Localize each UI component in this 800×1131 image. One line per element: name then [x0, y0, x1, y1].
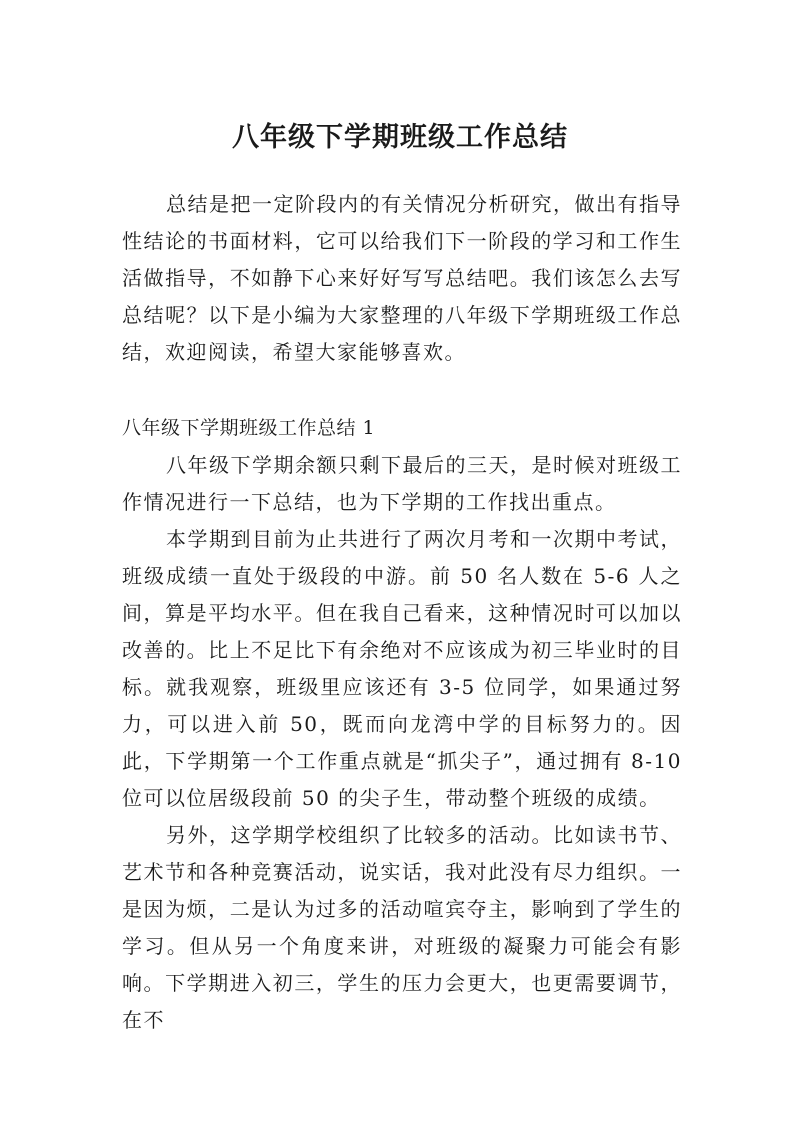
section-1: [122, 410, 682, 1039]
intro-paragraph: 总结是把一定阶段内的有关情况分析研究，做出有指导性结论的书面材料，它可以给我们下一阶段的学习和工作生活做指导，不如静下心来好好写写总结吧。我们该怎么去写总结呢？以下是小编为大家整理的八年级下学期班级工作总结，欢迎阅读，希望大家能够喜欢。: [122, 192, 682, 364]
intro-block: [122, 186, 682, 371]
section-paragraph-3: 另外，这学期学校组织了比较多的活动。比如读书节、艺术节和各种竞赛活动，说实话，我对此没有尽力组织。一是因为烦，二是认为过多的活动喧宾夺主，影响到了学生的学习。但从另一个角度来讲，对班级的凝聚力可能会有影响。下学期进入初三，学生的压力会更大，也更需要调节，在不: [122, 823, 682, 1032]
section-paragraph-1: 八年级下学期余额只剩下最后的三天，是时候对班级工作情况进行一下总结，也为下学期的工作找出重点。: [122, 453, 682, 514]
section-heading: 八年级下学期班级工作总结 1: [122, 417, 376, 439]
document-title: 八年级下学期班级工作总结: [232, 122, 568, 154]
section-paragraph-2: 本学期到目前为止共进行了两次月考和一次期中考试，班级成绩一直处于级段的中游。前 50 名人数在 5-6 人之间，算是平均水平。但在我自己看来，这种情况时可以加以改善的。比上不足比下有余绝对不应该成为初三毕业时的目标。就我观察，班级里应该还有 3-5 位同学，如果通过努力，可以进入前 50，既而向龙湾中学的目标努力的。因此，下学期第一个工作重点就是“抓尖子”，通过拥有 8-10 位可以位居级段前 50 的尖子生，带动整个班级的成绩。: [122, 527, 682, 810]
